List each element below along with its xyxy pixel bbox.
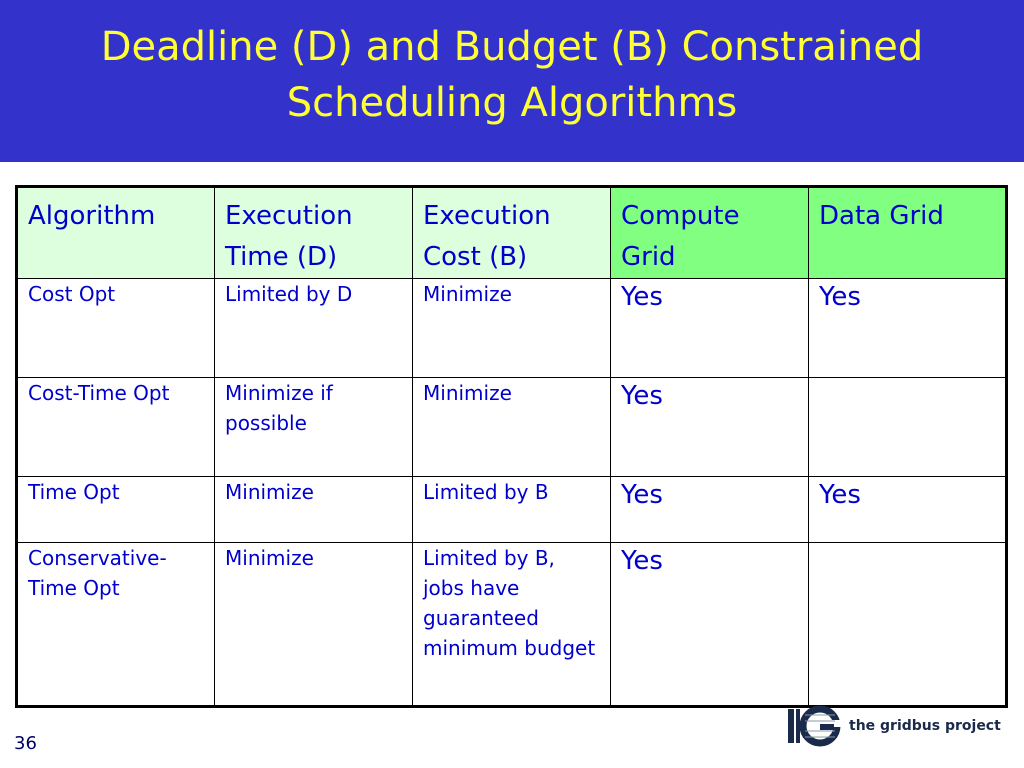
cell-execution-time: Limited by D: [215, 279, 413, 378]
cell-execution-time: Minimize: [215, 543, 413, 707]
cell-data-grid: Yes: [809, 279, 1007, 378]
cell-execution-cost: Limited by B, jobs have guaranteed minimum budget: [413, 543, 611, 707]
header-algorithm: Algorithm: [17, 187, 215, 279]
logo-text: the gridbus project: [849, 718, 1001, 734]
header-execution-time: Execution Time (D): [215, 187, 413, 279]
cell-compute-grid: Yes: [611, 378, 809, 477]
cell-algorithm: Cost Opt: [17, 279, 215, 378]
gridbus-logo-icon: [787, 705, 843, 747]
cell-data-grid: [809, 543, 1007, 707]
cell-execution-time: Minimize: [215, 477, 413, 543]
table-header-row: [17, 187, 1007, 279]
cell-compute-grid: Yes: [611, 543, 809, 707]
cell-data-grid: Yes: [809, 477, 1007, 543]
cell-compute-grid: Yes: [611, 279, 809, 378]
table-row: [17, 477, 1007, 543]
cell-execution-cost: Minimize: [413, 279, 611, 378]
page-number: 36: [14, 733, 37, 754]
slide-title-line-1: Deadline (D) and Budget (B) Constrained: [100, 24, 924, 70]
header-execution-cost: Execution Cost (B): [413, 187, 611, 279]
algorithms-table: [15, 185, 1008, 708]
cell-algorithm: Cost-Time Opt: [17, 378, 215, 477]
cell-execution-cost: Limited by B: [413, 477, 611, 543]
gridbus-logo: [787, 705, 1007, 747]
cell-algorithm: Conservative-Time Opt: [17, 543, 215, 707]
table-row: [17, 378, 1007, 477]
slide-title-line-2: Scheduling Algorithms: [286, 80, 738, 126]
cell-execution-cost: Minimize: [413, 378, 611, 477]
table-row: [17, 543, 1007, 707]
title-bar: [0, 0, 1024, 162]
cell-algorithm: Time Opt: [17, 477, 215, 543]
header-compute-grid: Compute Grid: [611, 187, 809, 279]
cell-data-grid: [809, 378, 1007, 477]
cell-execution-time: Minimize if possible: [215, 378, 413, 477]
table-row: [17, 279, 1007, 378]
cell-compute-grid: Yes: [611, 477, 809, 543]
header-data-grid: Data Grid: [809, 187, 1007, 279]
